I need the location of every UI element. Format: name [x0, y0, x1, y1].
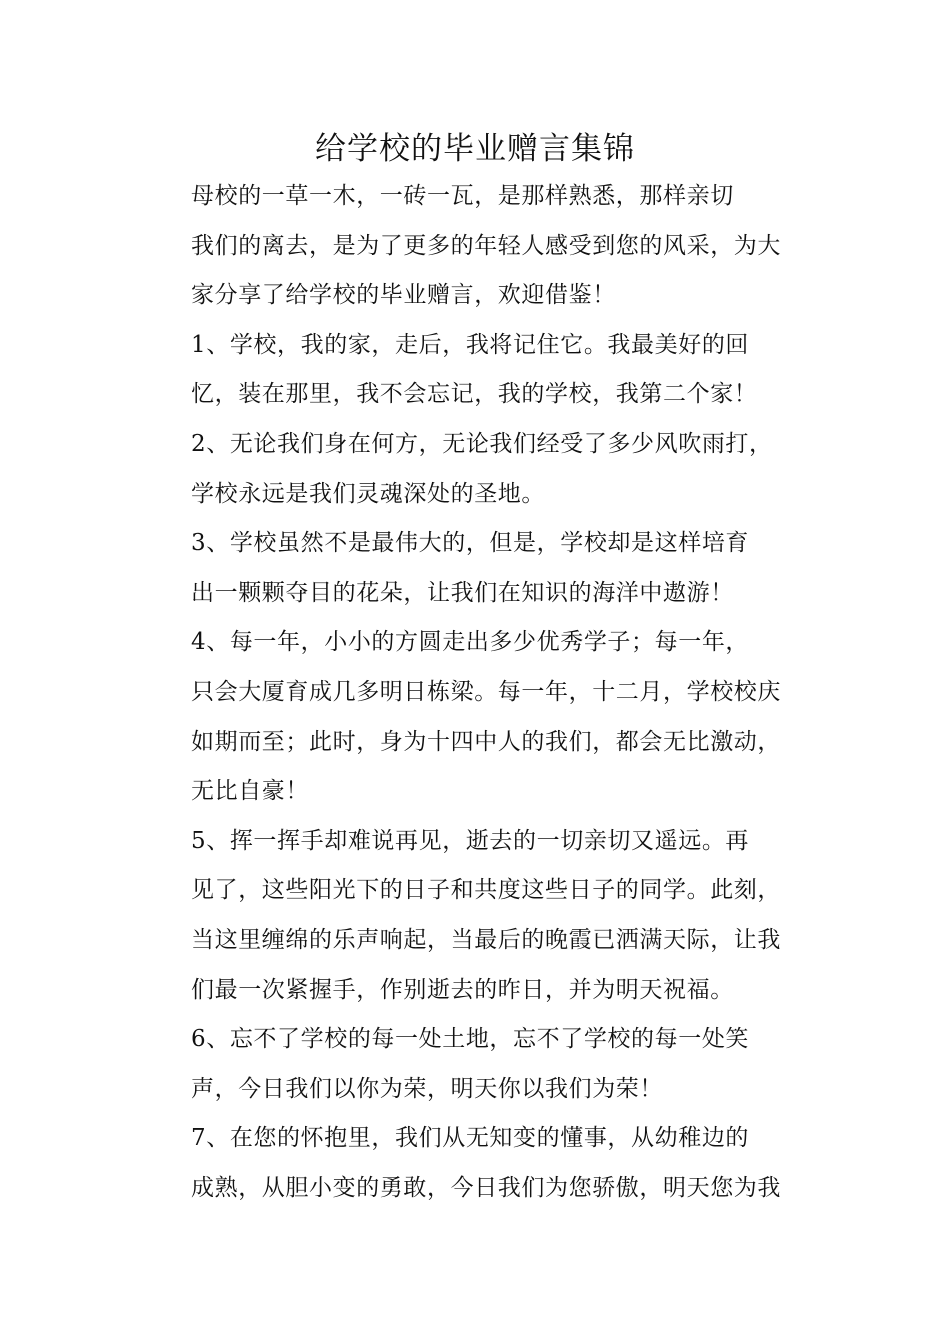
text-line: 4、每一年，小小的方圆走出多少优秀学子；每一年，: [191, 629, 750, 656]
text-line: 成熟，从胆小变的勇敢，今日我们为您骄傲，明天您为我: [191, 1174, 781, 1201]
text-line: 们最一次紧握手，作别逝去的昨日，并为明天祝福。: [191, 976, 734, 1003]
text-line: 1、学校，我的家，走后，我将记住它。我最美好的回: [191, 331, 750, 358]
text-line: 7、在您的怀抱里，我们从无知变的懂事，从幼稚边的: [191, 1125, 750, 1152]
text-line: 家分享了给学校的毕业赠言，欢迎借鉴！: [191, 282, 616, 309]
text-line: 忆，装在那里，我不会忘记，我的学校，我第二个家！: [191, 381, 758, 408]
document-title: 给学校的毕业赠言集锦: [315, 131, 635, 167]
text-line: 3、学校虽然不是最伟大的，但是，学校却是这样培育: [191, 530, 750, 557]
document-body: [145, 172, 810, 1213]
text-line: 声，今日我们以你为荣，明天你以我们为荣！: [191, 1075, 663, 1102]
text-line: 见了，这些阳光下的日子和共度这些日子的同学。此刻，: [191, 877, 781, 904]
paragraph-item-1: [145, 321, 810, 420]
paragraph-item-2: [145, 420, 810, 519]
paragraph-item-6: [145, 1015, 810, 1114]
text-line: 2、无论我们身在何方，无论我们经受了多少风吹雨打，: [191, 430, 773, 457]
text-line: 如期而至；此时，身为十四中人的我们，都会无比激动，: [191, 728, 781, 755]
text-line: 母校的一草一木，一砖一瓦，是那样熟悉，那样亲切: [191, 183, 734, 209]
paragraph-intro: [145, 172, 810, 321]
text-line: 5、挥一挥手却难说再见，逝去的一切亲切又遥远。再: [191, 827, 750, 854]
text-line: 我们的离去，是为了更多的年轻人感受到您的风采，为大: [191, 232, 781, 259]
text-line: 只会大厦育成几多明日栋梁。每一年，十二月，学校校庆: [191, 678, 781, 705]
text-line: 当这里缠绵的乐声响起，当最后的晚霞已洒满天际，让我: [191, 926, 781, 953]
text-line: 出一颗颗夺目的花朵，让我们在知识的海洋中遨游！: [191, 579, 734, 606]
text-line: 学校永远是我们灵魂深处的圣地。: [191, 480, 545, 507]
text-line: 6、忘不了学校的每一处土地，忘不了学校的每一处笑: [191, 1026, 750, 1053]
paragraph-item-5: [145, 817, 810, 1015]
paragraph-item-3: [145, 519, 810, 618]
paragraph-item-7: [145, 1114, 810, 1213]
paragraph-item-4: [145, 618, 810, 816]
text-line: 无比自豪！: [191, 778, 309, 805]
